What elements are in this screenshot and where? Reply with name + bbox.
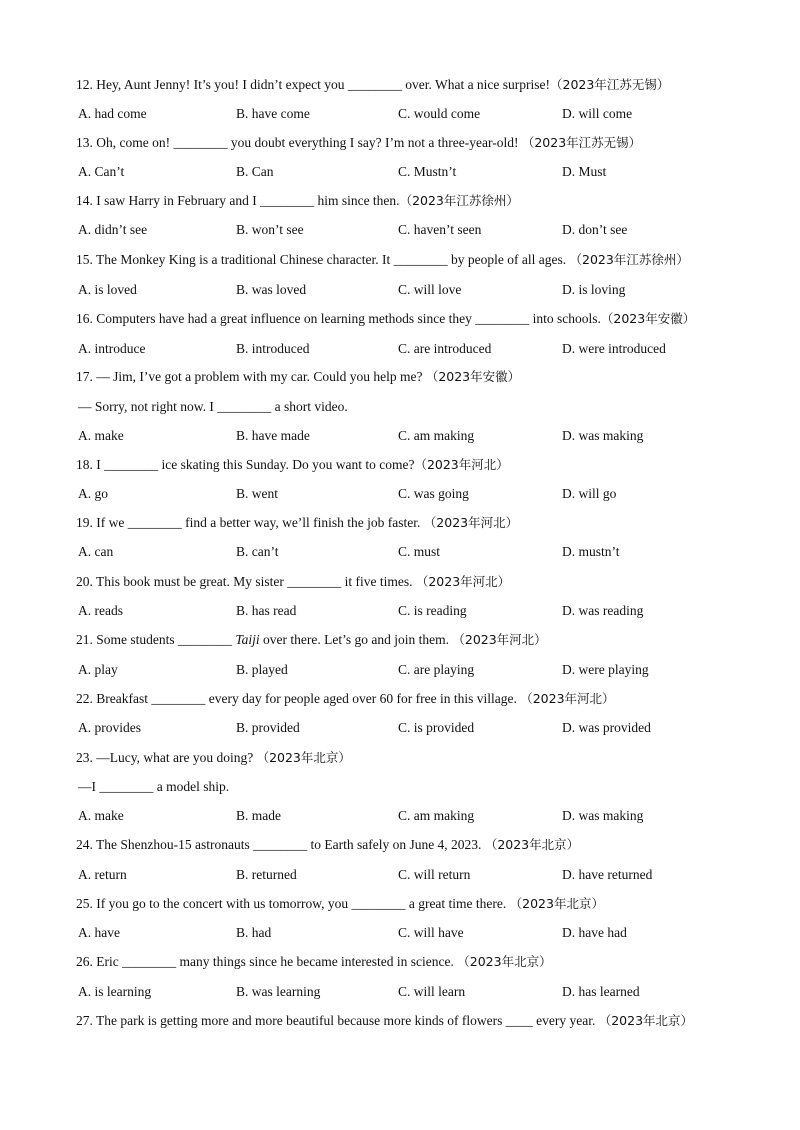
option-d: D. don’t see — [562, 222, 628, 237]
question-italic-term: Taiji — [235, 632, 260, 647]
question-14 — [76, 192, 760, 210]
option-d: D. were introduced — [562, 341, 666, 356]
question-text: 22. Breakfast ________ every day for people aged over 60 for free in this village. — [76, 691, 521, 706]
option-c: C. Mustn’t — [398, 164, 457, 179]
question-26 — [76, 953, 760, 971]
option-a: A. introduce — [78, 341, 146, 356]
option-b: B. Can — [236, 164, 274, 179]
option-d: D. will go — [562, 486, 617, 501]
question-source: （2023年北京） — [457, 954, 552, 969]
option-d: D. Must — [562, 164, 607, 179]
question-12 — [76, 76, 760, 94]
option-d: D. was provided — [562, 720, 651, 735]
question-text: 27. The park is getting more and more beautiful because more kinds of flowers ____ every year. — [76, 1013, 599, 1028]
option-c: C. will have — [398, 925, 464, 940]
option-c: C. are introduced — [398, 341, 492, 356]
option-b: B. had — [236, 925, 272, 940]
option-a: A. didn’t see — [78, 222, 148, 237]
question-19 — [76, 514, 760, 532]
question-24 — [76, 836, 760, 854]
question-text: 17. — Jim, I’ve got a problem with my car. Could you help me? — [76, 369, 426, 384]
option-d: D. was reading — [562, 603, 644, 618]
option-c: C. is provided — [398, 720, 475, 735]
option-a: A. make — [78, 808, 124, 823]
option-c: C. will love — [398, 282, 462, 297]
option-d: D. were playing — [562, 662, 649, 677]
option-a: A. return — [78, 867, 127, 882]
question-13 — [76, 134, 760, 152]
option-d: D. has learned — [562, 984, 640, 999]
option-c: C. will learn — [398, 984, 466, 999]
option-d: D. mustn’t — [562, 544, 620, 559]
option-d: D. is loving — [562, 282, 626, 297]
question-25 — [76, 895, 760, 913]
question-text: 18. I ________ ice skating this Sunday. Do you want to come? — [76, 457, 415, 472]
question-source: （2023年安徽） — [425, 369, 521, 384]
option-a: A. go — [78, 486, 108, 501]
question-source: （2023年北京） — [484, 837, 580, 852]
question-text: 20. This book must be great. My sister ________ it five times. — [76, 574, 416, 589]
question-23 — [76, 749, 760, 767]
question-16 — [76, 310, 760, 328]
option-b: B. have come — [236, 106, 310, 121]
option-a: A. have — [78, 925, 120, 940]
option-c: C. am making — [398, 428, 475, 443]
option-a: A. had come — [78, 106, 147, 121]
option-b: B. have made — [236, 428, 310, 443]
option-b: B. returned — [236, 867, 297, 882]
question-source: （2023年河北） — [415, 574, 511, 589]
question-text: 26. Eric ________ many things since he became interested in science. — [76, 954, 458, 969]
option-c: C. are playing — [398, 662, 475, 677]
option-b: B. made — [236, 808, 281, 823]
question-20 — [76, 573, 760, 591]
question-source: （2023年江苏徐州） — [399, 193, 519, 208]
option-a: A. is loved — [78, 282, 137, 297]
option-b: B. went — [236, 486, 278, 501]
option-a: A. Can’t — [78, 164, 125, 179]
option-a: A. play — [78, 662, 118, 677]
option-b: B. provided — [236, 720, 300, 735]
question-27 — [76, 1012, 760, 1030]
question-source: （2023年江苏无锡） — [550, 77, 670, 92]
question-text: 23. —Lucy, what are you doing? — [76, 750, 257, 765]
option-b: B. has read — [236, 603, 297, 618]
option-a: A. reads — [78, 603, 123, 618]
option-d: D. have returned — [562, 867, 653, 882]
question-source: （2023年江苏徐州） — [569, 252, 689, 267]
question-text: 14. I saw Harry in February and I ________ him since then. — [76, 193, 400, 208]
option-b: B. was learning — [236, 984, 321, 999]
question-21 — [76, 631, 760, 649]
option-c: C. was going — [398, 486, 469, 501]
question-source: （2023年北京） — [598, 1013, 694, 1028]
question-text: 19. If we ________ find a better way, we’ll finish the job faster. — [76, 515, 424, 530]
question-text: 25. If you go to the concert with us tomorrow, you ________ a great time there. — [76, 896, 510, 911]
question-source: （2023年河北） — [452, 632, 547, 647]
option-b: B. played — [236, 662, 288, 677]
question-source: （2023年北京） — [509, 896, 604, 911]
question-15 — [76, 251, 760, 269]
option-c: C. is reading — [398, 603, 467, 618]
question-text: over there. Let’s go and join them. — [259, 632, 453, 647]
option-b: B. can’t — [236, 544, 279, 559]
question-text: 15. The Monkey King is a traditional Chinese character. It ________ by people of all ages. — [76, 252, 570, 267]
question-text: 16. Computers have had a great influence on learning methods since they ________ into schools. — [76, 311, 601, 326]
option-a: A. is learning — [78, 984, 152, 999]
question-source: （2023年北京） — [256, 750, 351, 765]
question-text: 13. Oh, come on! ________ you doubt everything I say? I’m not a three-year-old! — [76, 135, 522, 150]
option-d: D. have had — [562, 925, 627, 940]
question-23-reply: —I ________ a model ship. — [78, 779, 230, 794]
question-source: （2023年河北） — [423, 515, 519, 530]
option-a: A. can — [78, 544, 114, 559]
question-source: （2023年安徽） — [600, 311, 696, 326]
option-a: A. provides — [78, 720, 141, 735]
option-c: C. am making — [398, 808, 475, 823]
question-text: 21. Some students ________ — [76, 632, 236, 647]
option-c: C. will return — [398, 867, 471, 882]
option-c: C. haven’t seen — [398, 222, 482, 237]
option-d: D. will come — [562, 106, 633, 121]
question-17 — [76, 368, 760, 386]
option-b: B. was loved — [236, 282, 307, 297]
question-17-reply: — Sorry, not right now. I ________ a short video. — [78, 399, 348, 414]
option-c: C. must — [398, 544, 441, 559]
option-d: D. was making — [562, 808, 644, 823]
option-b: B. introduced — [236, 341, 310, 356]
question-18 — [76, 456, 760, 474]
question-source: （2023年江苏无锡） — [521, 135, 642, 150]
question-source: （2023年河北） — [520, 691, 615, 706]
option-a: A. make — [78, 428, 124, 443]
option-b: B. won’t see — [236, 222, 304, 237]
question-22 — [76, 690, 760, 708]
option-d: D. was making — [562, 428, 644, 443]
option-c: C. would come — [398, 106, 481, 121]
question-source: （2023年河北） — [414, 457, 509, 472]
question-text: 12. Hey, Aunt Jenny! It’s you! I didn’t expect you ________ over. What a nice surprise! — [76, 77, 551, 92]
question-text: 24. The Shenzhou-15 astronauts ________ to Earth safely on June 4, 2023. — [76, 837, 485, 852]
